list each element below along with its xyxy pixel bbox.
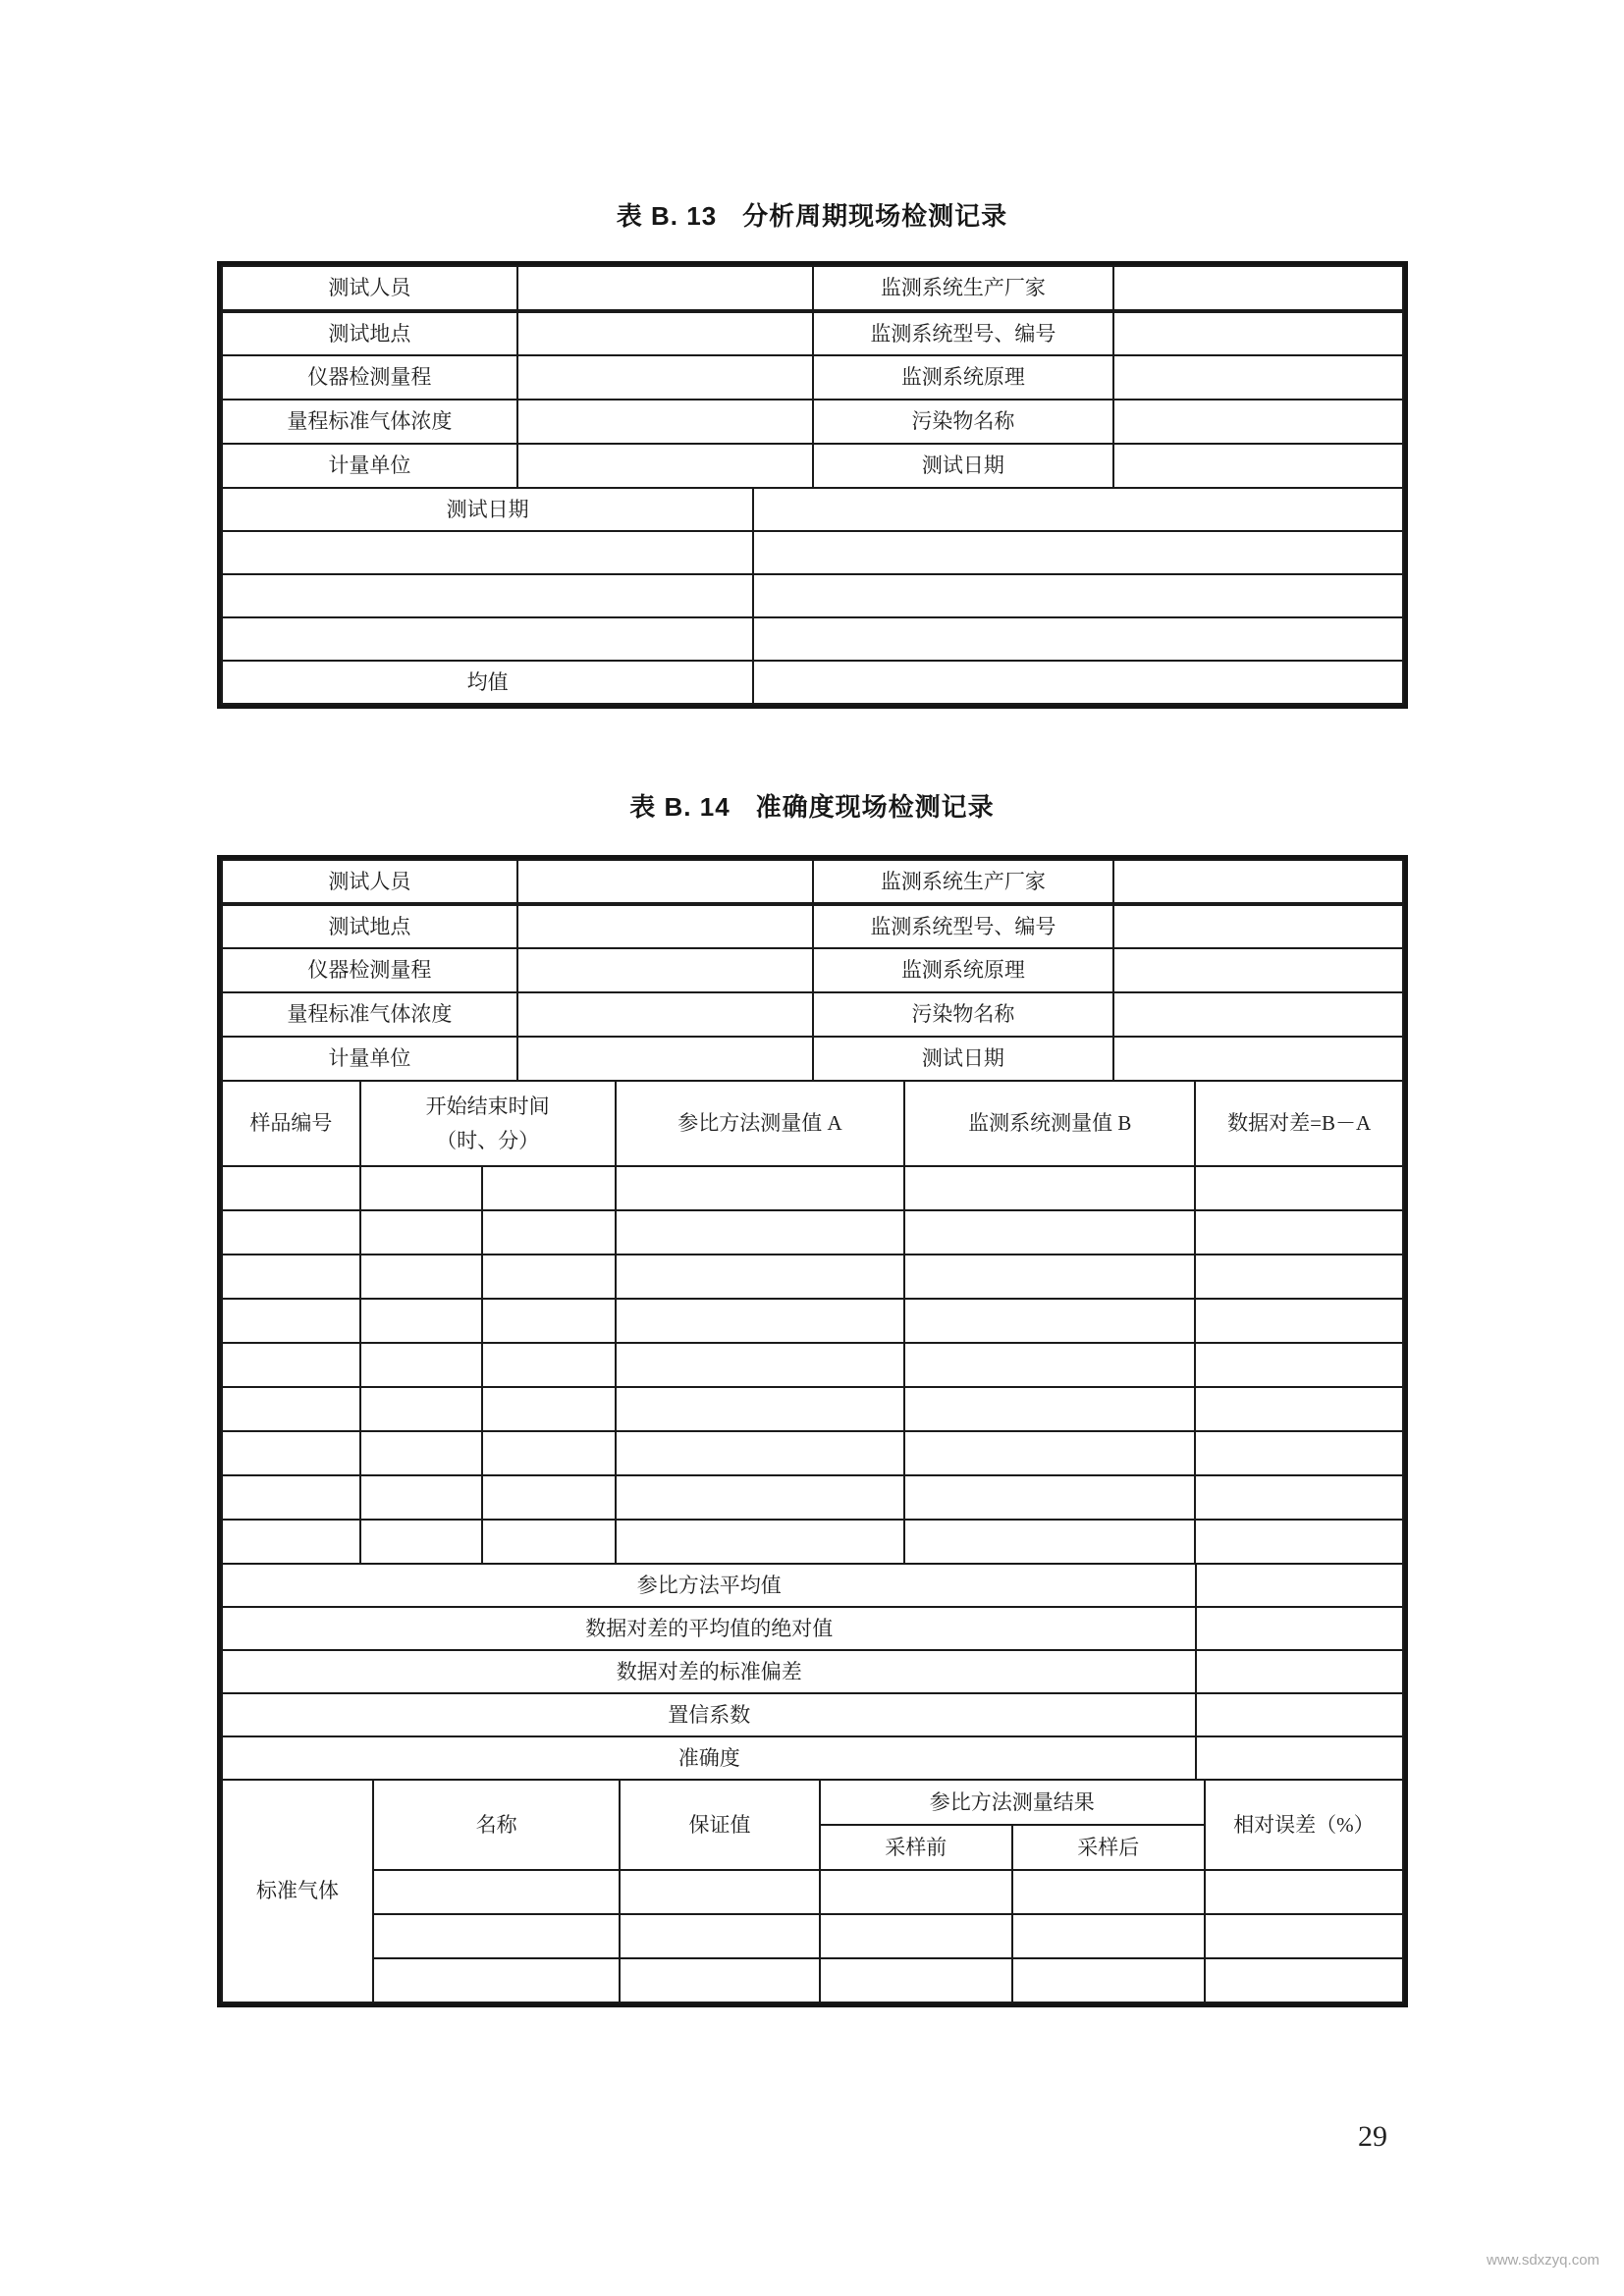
- blank-cell: [222, 1210, 360, 1255]
- blank-cell: [1195, 1255, 1403, 1299]
- table-row: [222, 1958, 1403, 2002]
- b13-info-grid: [221, 265, 1404, 489]
- info-label: 测试人员: [222, 860, 517, 904]
- blank-value-cell: [517, 311, 813, 355]
- blank-cell: [616, 1387, 905, 1431]
- info-label: 测试人员: [222, 266, 517, 311]
- blank-cell: [904, 1343, 1195, 1387]
- blank-cell: [1012, 1870, 1205, 1914]
- blank-cell: [482, 1210, 616, 1255]
- info-label: 监测系统生产厂家: [813, 860, 1114, 904]
- table-b14-title: [0, 789, 1624, 825]
- table-row: [222, 1607, 1403, 1650]
- blank-value-cell: [517, 904, 813, 948]
- blank-cell: [620, 1958, 819, 2002]
- test-date-label: 测试日期: [222, 488, 753, 531]
- blank-value-cell: [1196, 1607, 1403, 1650]
- blank-cell: [820, 1870, 1012, 1914]
- blank-cell: [616, 1210, 905, 1255]
- blank-value-cell: [1196, 1650, 1403, 1693]
- info-label: 污染物名称: [813, 400, 1114, 444]
- table-row: [222, 1037, 1403, 1081]
- blank-cell: [904, 1431, 1195, 1475]
- blank-value-cell: [753, 488, 1403, 531]
- blank-cell: [1195, 1210, 1403, 1255]
- blank-cell: [904, 1299, 1195, 1343]
- blank-cell: [373, 1914, 620, 1958]
- blank-cell: [222, 531, 753, 574]
- table-header-row: [222, 1780, 1403, 1825]
- table-row: [222, 1255, 1403, 1299]
- summary-label: 参比方法平均值: [222, 1564, 1196, 1607]
- blank-cell: [360, 1387, 482, 1431]
- b14-summary-grid: [221, 1563, 1404, 1781]
- blank-cell: [1195, 1343, 1403, 1387]
- watermark: www.sdxzyq.com: [1487, 2252, 1600, 2269]
- table-row: [222, 1736, 1403, 1780]
- blank-cell: [1195, 1475, 1403, 1520]
- blank-cell: [620, 1870, 819, 1914]
- blank-cell: [482, 1343, 616, 1387]
- info-label: 仪器检测量程: [222, 948, 517, 992]
- blank-value-cell: [753, 617, 1403, 661]
- info-label: 计量单位: [222, 1037, 517, 1081]
- table-row: [222, 400, 1403, 444]
- info-label: 监测系统原理: [813, 355, 1114, 400]
- blank-value-cell: [1113, 1037, 1403, 1081]
- blank-value-cell: [517, 948, 813, 992]
- page-number: 29: [1358, 2120, 1387, 2153]
- table-row: [222, 266, 1403, 311]
- table-row: [222, 488, 1403, 531]
- table-row: [222, 617, 1403, 661]
- table-b13-title-label: 表 B. 13: [616, 201, 718, 231]
- table-b13-title: [0, 198, 1624, 234]
- before-sampling-header: 采样前: [820, 1825, 1012, 1870]
- table-row: [222, 661, 1403, 704]
- blank-cell: [1205, 1914, 1403, 1958]
- table-row: [222, 1210, 1403, 1255]
- table-row: [222, 444, 1403, 488]
- table-row: [222, 1475, 1403, 1520]
- info-label: 污染物名称: [813, 992, 1114, 1037]
- summary-label: 置信系数: [222, 1693, 1196, 1736]
- blank-cell: [222, 1166, 360, 1210]
- blank-cell: [616, 1475, 905, 1520]
- blank-value-cell: [517, 266, 813, 311]
- blank-cell: [373, 1870, 620, 1914]
- b14-info-grid: [221, 859, 1404, 1082]
- blank-cell: [1195, 1299, 1403, 1343]
- monitor-system-b-header: 监测系统测量值 B: [904, 1081, 1195, 1166]
- blank-cell: [360, 1343, 482, 1387]
- blank-cell: [616, 1299, 905, 1343]
- table-row: [222, 1650, 1403, 1693]
- table-row: [222, 948, 1403, 992]
- blank-cell: [373, 1958, 620, 2002]
- table-row: [222, 1870, 1403, 1914]
- table-row: [222, 1299, 1403, 1343]
- blank-cell: [482, 1299, 616, 1343]
- mean-label: 均值: [222, 661, 753, 704]
- b14-measurement-grid: [221, 1080, 1404, 1565]
- blank-value-cell: [1113, 860, 1403, 904]
- info-label: 监测系统型号、编号: [813, 311, 1114, 355]
- table-row: [222, 992, 1403, 1037]
- blank-value-cell: [1113, 266, 1403, 311]
- blank-value-cell: [517, 355, 813, 400]
- table-row: [222, 904, 1403, 948]
- summary-label: 准确度: [222, 1736, 1196, 1780]
- blank-value-cell: [517, 444, 813, 488]
- blank-cell: [222, 1475, 360, 1520]
- blank-cell: [620, 1914, 819, 1958]
- blank-cell: [222, 1255, 360, 1299]
- blank-value-cell: [517, 1037, 813, 1081]
- blank-cell: [820, 1958, 1012, 2002]
- b13-measurement-grid: [221, 487, 1404, 705]
- blank-cell: [360, 1299, 482, 1343]
- table-row: [222, 1431, 1403, 1475]
- blank-cell: [482, 1255, 616, 1299]
- blank-cell: [1195, 1431, 1403, 1475]
- info-label: 监测系统型号、编号: [813, 904, 1114, 948]
- table-row: [222, 1343, 1403, 1387]
- info-label: 监测系统原理: [813, 948, 1114, 992]
- blank-cell: [360, 1431, 482, 1475]
- info-label: 测试日期: [813, 1037, 1114, 1081]
- blank-value-cell: [1113, 992, 1403, 1037]
- blank-cell: [904, 1475, 1195, 1520]
- table-row: [222, 1564, 1403, 1607]
- table-row: [222, 860, 1403, 904]
- blank-cell: [360, 1520, 482, 1564]
- blank-value-cell: [1113, 444, 1403, 488]
- blank-cell: [1205, 1958, 1403, 2002]
- table-row: [222, 355, 1403, 400]
- table-row: [222, 531, 1403, 574]
- blank-cell: [482, 1387, 616, 1431]
- blank-cell: [222, 574, 753, 617]
- blank-cell: [1195, 1166, 1403, 1210]
- blank-cell: [1012, 1958, 1205, 2002]
- table-row: [222, 311, 1403, 355]
- blank-cell: [360, 1255, 482, 1299]
- relative-error-header: 相对误差（%）: [1205, 1780, 1403, 1870]
- blank-value-cell: [517, 860, 813, 904]
- table-header-row: [222, 1081, 1403, 1166]
- blank-cell: [616, 1431, 905, 1475]
- blank-cell: [616, 1166, 905, 1210]
- blank-cell: [616, 1520, 905, 1564]
- data-diff-header: 数据对差=B－A: [1195, 1081, 1403, 1166]
- blank-cell: [1195, 1520, 1403, 1564]
- after-sampling-header: 采样后: [1012, 1825, 1205, 1870]
- analysis-period-table: [217, 261, 1408, 709]
- blank-cell: [222, 1520, 360, 1564]
- blank-cell: [904, 1255, 1195, 1299]
- time-header-line1: 开始结束时间: [425, 1095, 550, 1119]
- blank-cell: [222, 1387, 360, 1431]
- blank-cell: [482, 1475, 616, 1520]
- sample-no-header: 样品编号: [222, 1081, 360, 1166]
- table-b13-title-text: 分析周期现场检测记录: [742, 201, 1008, 231]
- blank-value-cell: [1196, 1736, 1403, 1780]
- blank-cell: [222, 1299, 360, 1343]
- info-label: 监测系统生产厂家: [813, 266, 1114, 311]
- blank-value-cell: [1113, 400, 1403, 444]
- ref-method-result-header: 参比方法测量结果: [820, 1780, 1205, 1825]
- table-row: [222, 1520, 1403, 1564]
- blank-value-cell: [517, 400, 813, 444]
- blank-value-cell: [1113, 904, 1403, 948]
- time-header: [360, 1081, 616, 1166]
- blank-value-cell: [753, 661, 1403, 704]
- blank-cell: [616, 1343, 905, 1387]
- blank-value-cell: [1113, 355, 1403, 400]
- blank-cell: [482, 1520, 616, 1564]
- summary-label: 数据对差的平均值的绝对值: [222, 1607, 1196, 1650]
- standard-gas-label: 标准气体: [222, 1780, 373, 2002]
- blank-cell: [616, 1255, 905, 1299]
- blank-value-cell: [753, 574, 1403, 617]
- info-label: 测试日期: [813, 444, 1114, 488]
- blank-value-cell: [753, 531, 1403, 574]
- blank-cell: [360, 1210, 482, 1255]
- table-row: [222, 1693, 1403, 1736]
- blank-cell: [360, 1475, 482, 1520]
- table-row: [222, 1914, 1403, 1958]
- ref-method-a-header: 参比方法测量值 A: [616, 1081, 905, 1166]
- blank-cell: [1205, 1870, 1403, 1914]
- blank-value-cell: [517, 992, 813, 1037]
- time-header-line2: （时、分）: [436, 1128, 540, 1152]
- info-label: 仪器检测量程: [222, 355, 517, 400]
- blank-value-cell: [1113, 948, 1403, 992]
- info-label: 量程标准气体浓度: [222, 992, 517, 1037]
- blank-cell: [482, 1166, 616, 1210]
- table-row: [222, 1387, 1403, 1431]
- table-b14-title-text: 准确度现场检测记录: [755, 792, 995, 822]
- blank-cell: [904, 1166, 1195, 1210]
- blank-cell: [904, 1387, 1195, 1431]
- gas-name-header: 名称: [373, 1780, 620, 1870]
- blank-cell: [1012, 1914, 1205, 1958]
- guaranteed-value-header: 保证值: [620, 1780, 819, 1870]
- blank-cell: [820, 1914, 1012, 1958]
- blank-value-cell: [1196, 1693, 1403, 1736]
- blank-cell: [222, 1431, 360, 1475]
- info-label: 量程标准气体浓度: [222, 400, 517, 444]
- blank-cell: [904, 1520, 1195, 1564]
- info-label: 测试地点: [222, 311, 517, 355]
- blank-cell: [222, 1343, 360, 1387]
- table-row: [222, 1166, 1403, 1210]
- info-label: 测试地点: [222, 904, 517, 948]
- blank-value-cell: [1113, 311, 1403, 355]
- blank-cell: [482, 1431, 616, 1475]
- blank-cell: [222, 617, 753, 661]
- b14-standard-gas-grid: [221, 1779, 1404, 2003]
- summary-label: 数据对差的标准偏差: [222, 1650, 1196, 1693]
- table-row: [222, 574, 1403, 617]
- accuracy-table: [217, 855, 1408, 2007]
- info-label: 计量单位: [222, 444, 517, 488]
- blank-cell: [904, 1210, 1195, 1255]
- table-b14-title-label: 表 B. 14: [629, 792, 731, 822]
- blank-value-cell: [1196, 1564, 1403, 1607]
- blank-cell: [1195, 1387, 1403, 1431]
- blank-cell: [360, 1166, 482, 1210]
